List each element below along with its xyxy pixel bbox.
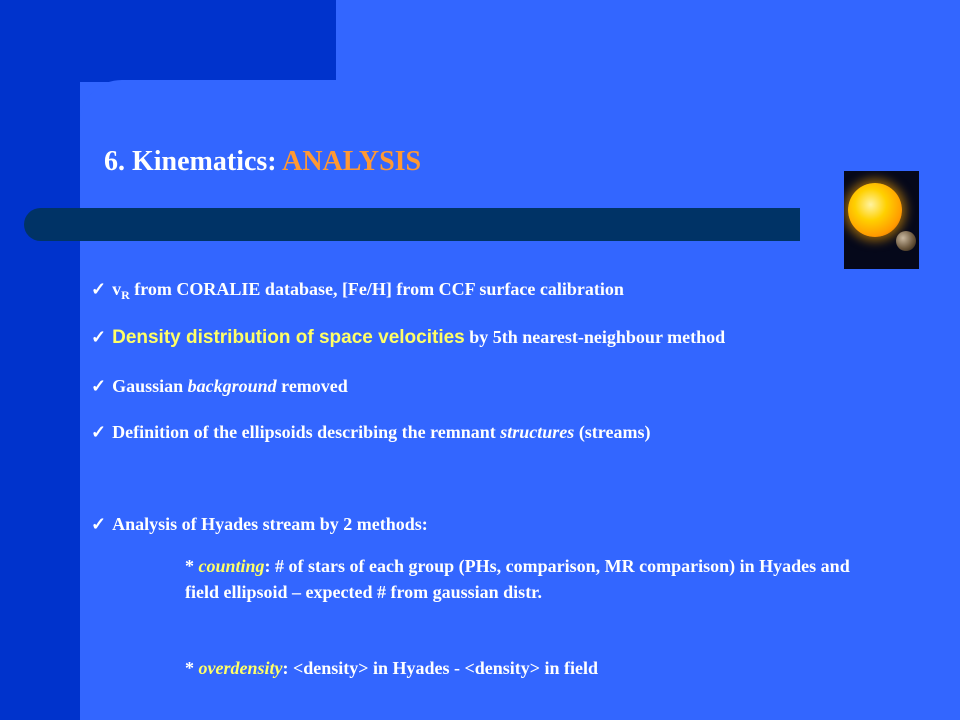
bullet-vr-source: [91, 279, 624, 303]
bullet-ellipsoids-definition: [91, 422, 650, 443]
bullet-text: Definition of the ellipsoids describing the remnant: [112, 422, 501, 442]
bullet-text: (streams): [574, 422, 651, 442]
bullet-text: Analysis of Hyades stream by 2 methods:: [112, 514, 428, 534]
bullet-text-v: v: [112, 279, 122, 299]
bullet-italic: structures: [500, 422, 575, 442]
check-icon: ✓: [91, 279, 107, 299]
method-text: : # of stars of each group (PHs, comparison, MR comparison) in Hyades and field ellipsoid – expected # from gaussian distr.: [185, 556, 850, 602]
method-keyword: counting: [198, 556, 265, 576]
method-marker: *: [185, 658, 199, 678]
bullet-text: by 5th nearest-neighbour method: [464, 327, 726, 347]
title-accent: ANALYSIS: [282, 146, 422, 177]
method-counting: [185, 553, 885, 605]
bullet-highlight: Density distribution of space velocities: [112, 327, 465, 348]
bullet-subscript: R: [121, 288, 130, 302]
planet-star-icon: [844, 171, 919, 269]
check-icon: ✓: [91, 422, 107, 442]
bullet-text: Gaussian: [112, 376, 188, 396]
method-text: : <density> in Hyades - <density> in field: [282, 658, 599, 678]
background-dark-left: [0, 0, 80, 720]
title-underline-bar: [24, 208, 800, 241]
check-icon: ✓: [91, 376, 107, 396]
star-glow: [848, 183, 902, 237]
bullet-text: from CORALIE database, [Fe/H] from CCF surface calibration: [129, 279, 624, 299]
bullet-gaussian-background: [91, 376, 348, 397]
check-icon: ✓: [91, 327, 107, 347]
title-main: 6. Kinematics:: [104, 146, 283, 177]
bullet-hyades-analysis: [91, 514, 428, 535]
planet-disc: [896, 231, 916, 251]
slide-title: [104, 146, 421, 178]
bullet-text: removed: [276, 376, 348, 396]
bullet-density-distribution: [91, 327, 725, 349]
method-overdensity: [185, 655, 598, 681]
method-keyword: overdensity: [198, 658, 283, 678]
check-icon: ✓: [91, 514, 107, 534]
bullet-italic: background: [187, 376, 277, 396]
method-marker: *: [185, 556, 199, 576]
